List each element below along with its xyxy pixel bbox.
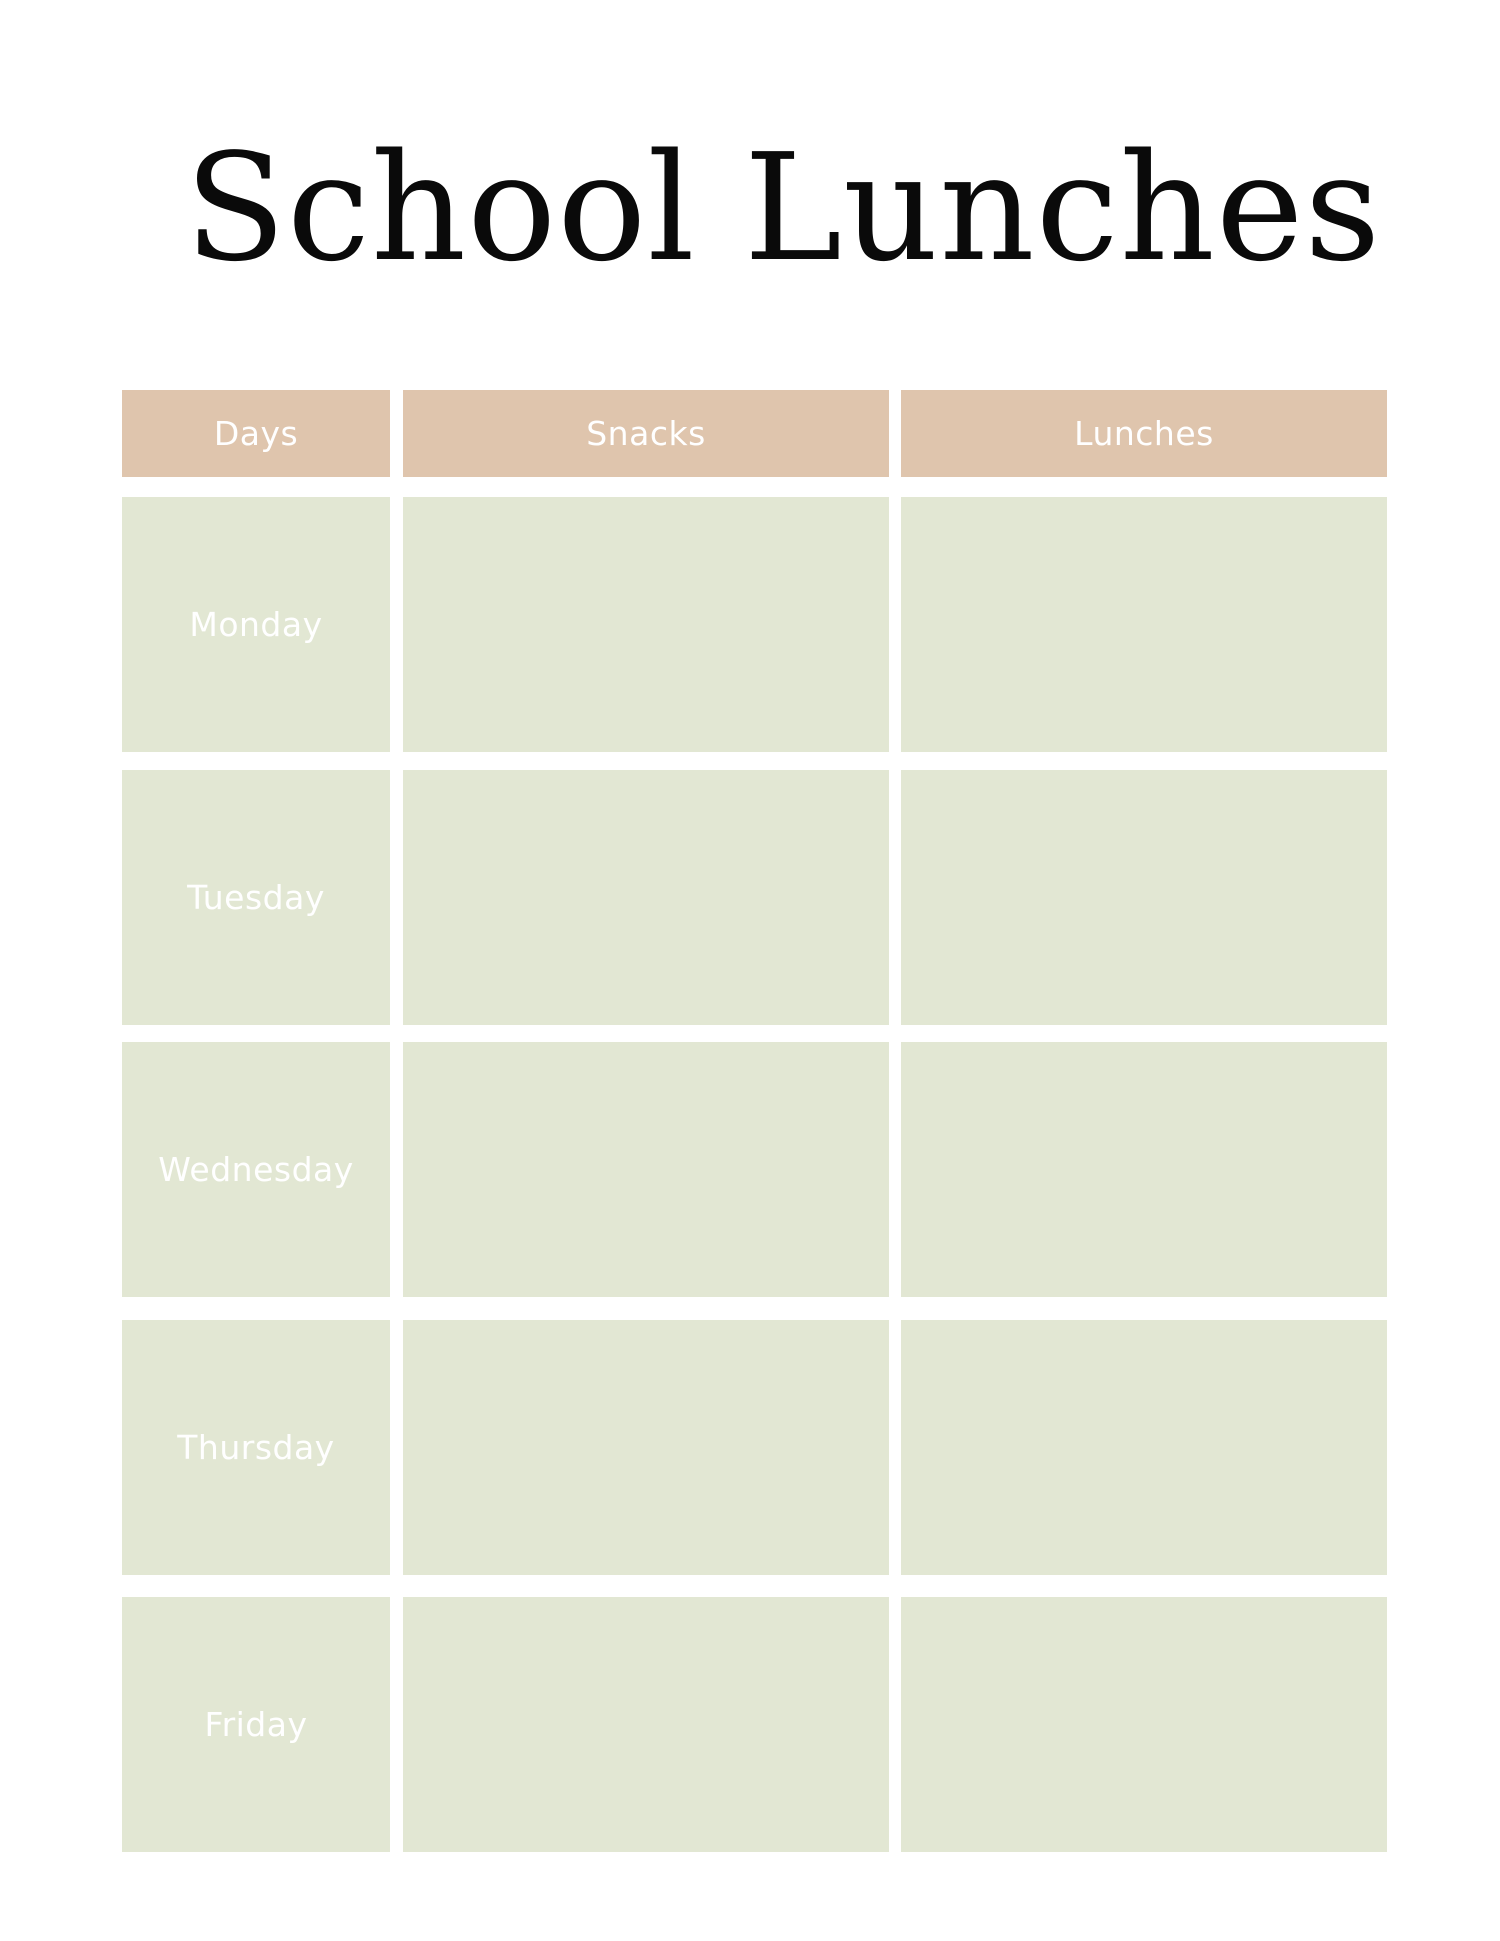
day-label: Wednesday bbox=[158, 1150, 354, 1189]
day-cell-monday bbox=[122, 497, 390, 752]
day-label: Friday bbox=[204, 1705, 308, 1744]
snack-cell-friday[interactable] bbox=[403, 1597, 889, 1852]
page-title: School Lunches bbox=[184, 122, 1382, 294]
day-cell-wednesday bbox=[122, 1042, 390, 1297]
snack-cell-tuesday[interactable] bbox=[403, 770, 889, 1025]
day-label: Thursday bbox=[177, 1428, 335, 1467]
header-snacks: Snacks bbox=[403, 390, 889, 477]
day-label: Tuesday bbox=[187, 878, 325, 917]
lunch-cell-friday[interactable] bbox=[901, 1597, 1387, 1852]
lunch-cell-wednesday[interactable] bbox=[901, 1042, 1387, 1297]
snack-cell-monday[interactable] bbox=[403, 497, 889, 752]
snack-cell-thursday[interactable] bbox=[403, 1320, 889, 1575]
day-cell-tuesday bbox=[122, 770, 390, 1025]
day-cell-friday bbox=[122, 1597, 390, 1852]
lunch-cell-tuesday[interactable] bbox=[901, 770, 1387, 1025]
header-lunches: Lunches bbox=[901, 390, 1387, 477]
lunch-cell-monday[interactable] bbox=[901, 497, 1387, 752]
lunch-cell-thursday[interactable] bbox=[901, 1320, 1387, 1575]
header-days: Days bbox=[122, 390, 390, 477]
day-cell-thursday bbox=[122, 1320, 390, 1575]
snack-cell-wednesday[interactable] bbox=[403, 1042, 889, 1297]
day-label: Monday bbox=[189, 605, 323, 644]
